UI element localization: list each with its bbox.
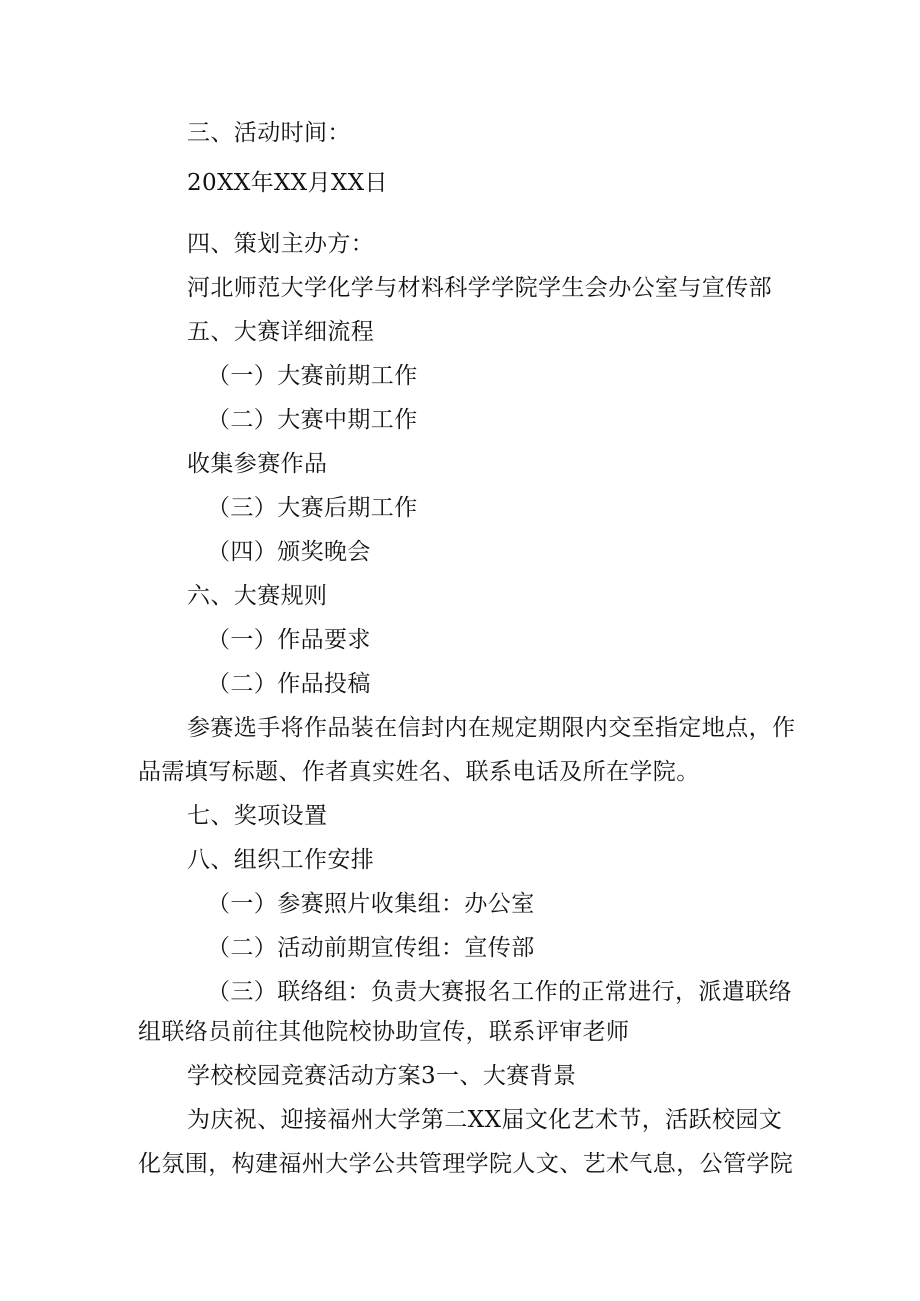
list-item: （四）颁奖晚会	[207, 539, 371, 565]
organizer-text: 河北师范大学化学与材料科学学院学生会办公室与宣传部	[187, 275, 772, 301]
paragraph-line: 为庆祝、迎接福州大学第二XX届文化艺术节，活跃校园文	[187, 1107, 783, 1133]
list-item: （二）作品投稿	[207, 671, 371, 697]
list-item: （一）大赛前期工作	[207, 363, 418, 389]
section-8-heading: 八、组织工作安排	[187, 847, 375, 873]
section-7-heading: 七、奖项设置	[187, 803, 328, 829]
list-item: （一）参赛照片收集组：办公室	[207, 891, 535, 917]
event-date: 20XX年XX月XX日	[187, 170, 388, 196]
section-6-heading: 六、大赛规则	[187, 583, 328, 609]
section-heading: 学校校园竞赛活动方案3一、大赛背景	[187, 1063, 577, 1089]
list-item: （二）大赛中期工作	[207, 407, 418, 433]
section-5-heading: 五、大赛详细流程	[187, 319, 375, 345]
paragraph-line: 收集参赛作品	[187, 451, 328, 477]
list-item: （三）联络组：负责大赛报名工作的正常进行，派遣联络	[207, 979, 792, 1005]
list-item: （一）作品要求	[207, 627, 371, 653]
paragraph-line: 品需填写标题、作者真实姓名、联系电话及所在学院。	[138, 759, 700, 785]
section-4-heading: 四、策划主办方：	[187, 231, 375, 257]
section-3-heading: 三、活动时间：	[187, 120, 351, 146]
paragraph-line: 参赛选手将作品装在信封内在规定期限内交至指定地点，作	[187, 715, 796, 741]
list-item: （三）大赛后期工作	[207, 495, 418, 521]
paragraph-line: 化氛围，构建福州大学公共管理学院人文、艺术气息，公管学院	[138, 1151, 794, 1177]
list-item: （二）活动前期宣传组：宣传部	[207, 935, 535, 961]
paragraph-line: 组联络员前往其他院校协助宣传，联系评审老师	[138, 1019, 630, 1045]
